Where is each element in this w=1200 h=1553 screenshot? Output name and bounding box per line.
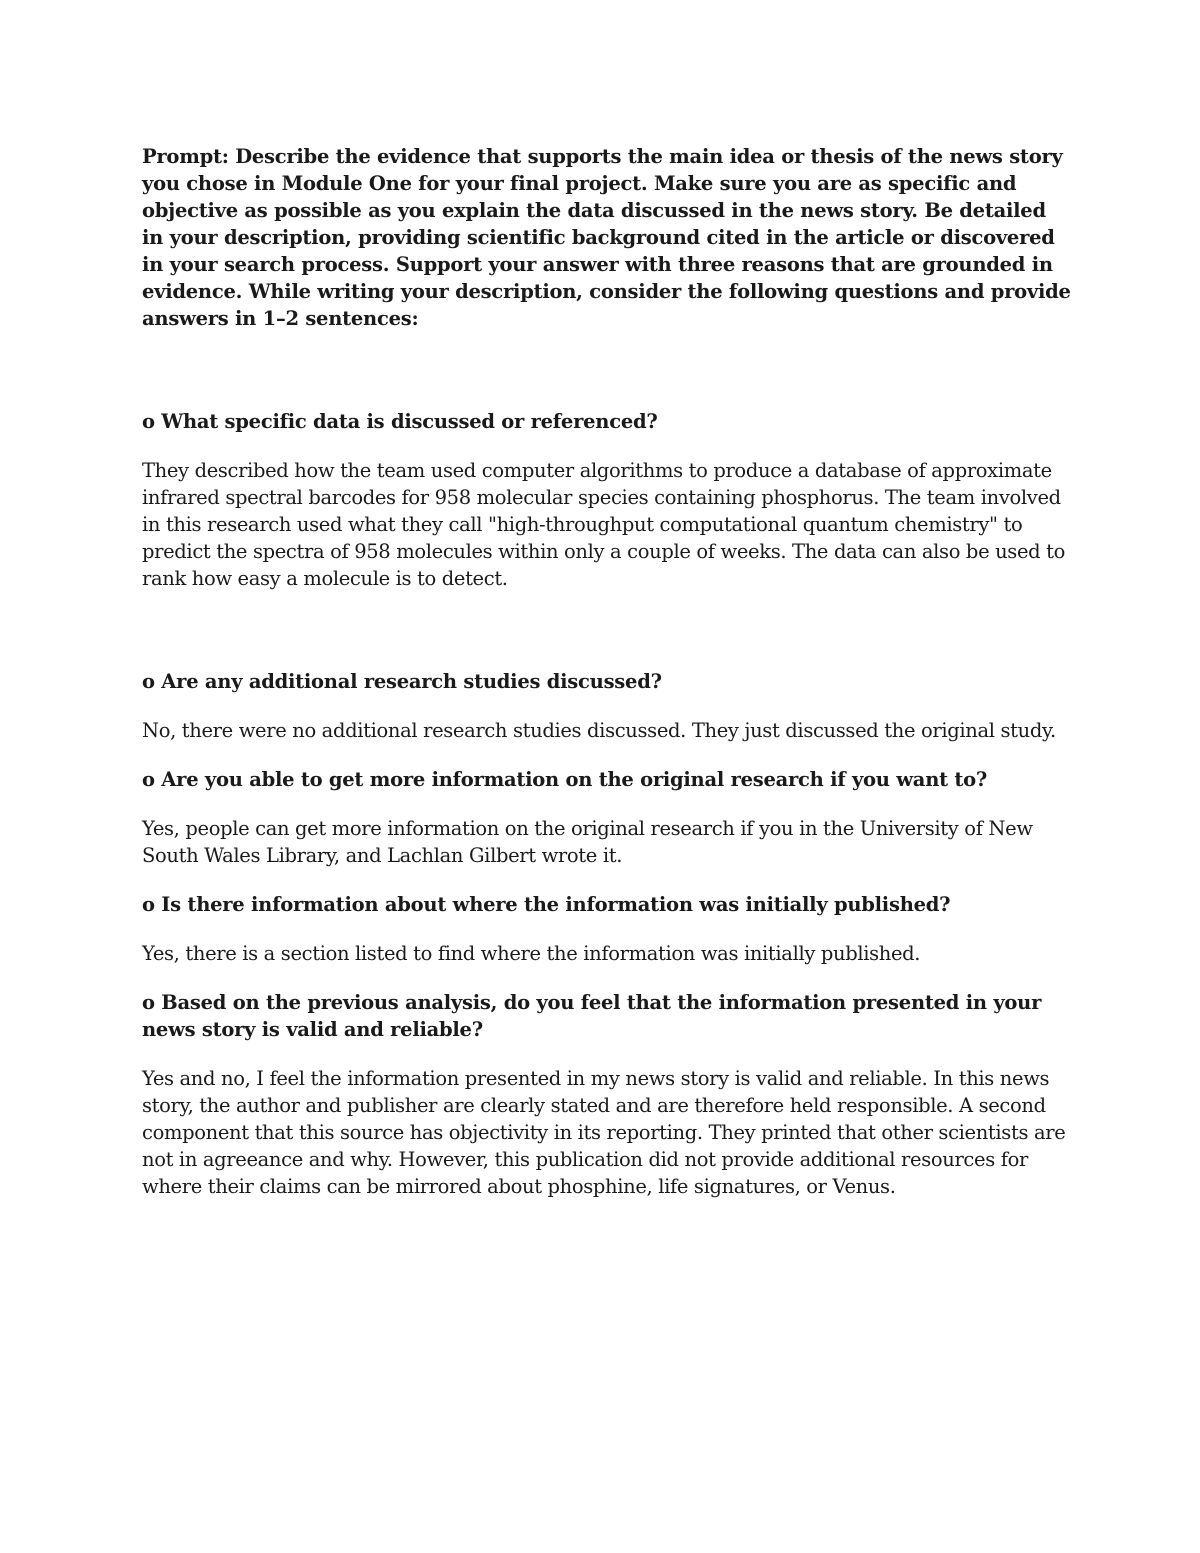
question-additional-studies: o Are any additional research studies discussed? — [142, 670, 662, 693]
answer-more-information: Yes, people can get more information on the original research if you in the University of New South Wales Library, and Lachlan Gilbert wrote it. — [142, 817, 1033, 867]
answer-additional-studies: No, there were no additional research studies discussed. They just discussed the original study. — [142, 719, 1056, 742]
answer-specific-data: They described how the team used computer algorithms to produce a database of approximate infrared spectral barcodes for 958 molecular species containing phosphorus. The team involved in this research used what they call "high-throughput computational quantum chemistry" to predict the spectra of 958 molecules within only a couple of weeks. The data can also be used to rank how easy a molecule is to detect. — [142, 459, 1066, 590]
question-initially-published: o Is there information about where the information was initially published? — [142, 893, 951, 916]
question-specific-data: o What specific data is discussed or referenced? — [142, 410, 658, 433]
question-valid-reliable: o Based on the previous analysis, do you feel that the information presented in your news story is valid and reliable? — [142, 991, 1042, 1041]
document-body — [142, 143, 1072, 1200]
prompt-paragraph: Prompt: Describe the evidence that supports the main idea or thesis of the news story you chose in Module One for your final project. Make sure you are as specific and objective as possible as you explain the data discussed in the news story. Be detailed in your description, providing scientific background cited in the article or discovered in your search process. Support your answer with three reasons that are grounded in evidence. While writing your description, consider the following questions and provide answers in 1–2 sentences: — [142, 145, 1071, 330]
answer-initially-published: Yes, there is a section listed to find where the information was initially published. — [142, 942, 921, 965]
answer-valid-reliable: Yes and no, I feel the information presented in my news story is valid and reliable. In this news story, the author and publisher are clearly stated and are therefore held responsible. A second component that this source has objectivity in its reporting. They printed that other scientists are not in agreeance and why. However, this publication did not provide additional resources for where their claims can be mirrored about phosphine, life signatures, or Venus. — [142, 1067, 1066, 1198]
question-more-information: o Are you able to get more information on the original research if you want to? — [142, 768, 988, 791]
